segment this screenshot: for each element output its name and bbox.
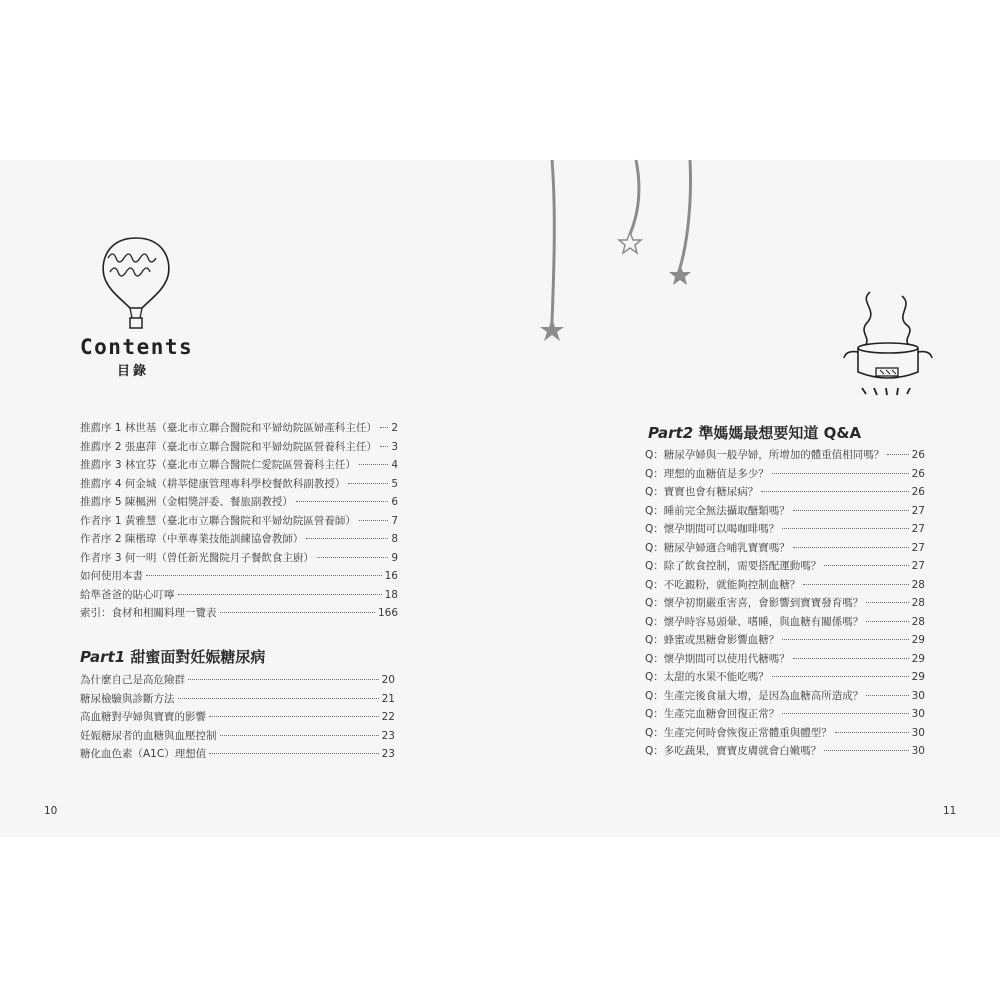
- book-spread: [0, 160, 1000, 837]
- front-matter-list: [80, 419, 398, 623]
- part2-list: [645, 446, 925, 761]
- list-item[interactable]: 推薦序 2 張惠萍（臺北市立聯合醫院和平婦幼院區營養科主任） 3: [80, 440, 398, 453]
- contents-subtitle: 目錄: [117, 364, 150, 379]
- list-item[interactable]: 作者序 1 黃雅慧（臺北市立聯合醫院和平婦幼院區營養師） 7: [80, 514, 398, 527]
- list-item[interactable]: 索引：食材和相關料理一覽表 166: [80, 607, 398, 619]
- list-item[interactable]: Q：理想的血糖值是多少？ 26: [645, 467, 925, 480]
- list-item[interactable]: 給準爸爸的貼心叮嚀 18: [80, 588, 398, 601]
- list-item[interactable]: Q：不吃澱粉，就能夠控制血糖？ 28: [645, 578, 925, 591]
- list-item[interactable]: Q：糖尿孕婦與一般孕婦，所增加的體重值相同嗎？ 26: [645, 449, 925, 461]
- list-item[interactable]: 妊娠糖尿者的血糖與血壓控制 23: [80, 729, 395, 742]
- page-number-left: 10: [44, 805, 58, 817]
- part1-list: [80, 671, 395, 764]
- list-item[interactable]: Q：寶寶也會有糖尿病？ 26: [645, 486, 925, 498]
- list-item[interactable]: 推薦序 1 林世基（臺北市立聯合醫院和平婦幼院區婦產科主任） 2: [80, 422, 398, 434]
- left-page: [0, 160, 500, 837]
- list-item[interactable]: Q：糖尿孕婦適合哺乳寶寶嗎？ 27: [645, 541, 925, 554]
- list-item[interactable]: Q：生產完何時會恢復正常體重與體型？ 30: [645, 726, 925, 739]
- hanging-star-icon: [530, 160, 730, 350]
- list-item[interactable]: Q：太甜的水果不能吃嗎？ 29: [645, 671, 925, 683]
- list-item[interactable]: Q：睡前完全無法攝取醣類嗎？ 27: [645, 504, 925, 517]
- part2-label: Part2: [648, 424, 694, 442]
- list-item[interactable]: Q：生產完血糖會回復正常？ 30: [645, 708, 925, 720]
- list-item[interactable]: Q：懷孕時容易頭暈、嗜睡，與血糖有關係嗎？ 28: [645, 615, 925, 628]
- list-item[interactable]: Q：懷孕期間可以喝咖啡嗎？ 27: [645, 523, 925, 535]
- list-item[interactable]: 如何使用本書 16: [80, 570, 398, 582]
- part1-heading: [80, 646, 265, 667]
- cooking-pot-icon: [836, 288, 946, 400]
- list-item[interactable]: 糖化血色素（A1C）理想值 23: [80, 748, 395, 760]
- list-item[interactable]: Q：生產完後食量大增，是因為血糖高所造成？ 30: [645, 689, 925, 702]
- part1-label: Part1: [80, 648, 126, 666]
- list-item[interactable]: Q：蜂蜜或黑糖會影響血糖？ 29: [645, 634, 925, 646]
- part2-title: 準媽媽最想要知道 Q&A: [698, 424, 862, 442]
- list-item[interactable]: 推薦序 3 林宜芬（臺北市立聯合醫院仁愛院區營養科主任） 4: [80, 459, 398, 471]
- list-item[interactable]: 作者序 2 陳楷瑋（中華專業技能訓練協會教師） 8: [80, 533, 398, 545]
- list-item[interactable]: Q：懷孕初期嚴重害喜，會影響到寶寶發育嗎？ 28: [645, 597, 925, 609]
- part2-heading: [648, 422, 861, 443]
- list-item[interactable]: Q：除了飲食控制，需要搭配運動嗎？ 27: [645, 560, 925, 572]
- right-page: [500, 160, 1000, 837]
- page-number-right: 11: [943, 805, 957, 817]
- list-item[interactable]: 作者序 3 何一明（曾任新光醫院月子餐飲食主廚） 9: [80, 551, 398, 564]
- part1-title: 甜蜜面對妊娠糖尿病: [130, 648, 266, 666]
- list-item[interactable]: 高血糖對孕婦與寶寶的影響 22: [80, 711, 395, 723]
- list-item[interactable]: 推薦序 5 陳楓洲（金帽獎評委、餐旅副教授） 6: [80, 496, 398, 508]
- list-item[interactable]: Q：多吃蔬果，寶寶皮膚就會白嫩嗎？ 30: [645, 745, 925, 757]
- list-item[interactable]: 推薦序 4 何金城（耕莘健康管理專科學校餐飲科副教授） 5: [80, 477, 398, 490]
- list-item[interactable]: Q：懷孕期間可以使用代糖嗎？ 29: [645, 652, 925, 665]
- list-item[interactable]: 糖尿檢驗與診斷方法 21: [80, 692, 395, 705]
- hot-air-balloon-icon: [96, 234, 176, 330]
- list-item[interactable]: 為什麼自己是高危險群 20: [80, 674, 395, 686]
- contents-title: Contents: [80, 335, 194, 359]
